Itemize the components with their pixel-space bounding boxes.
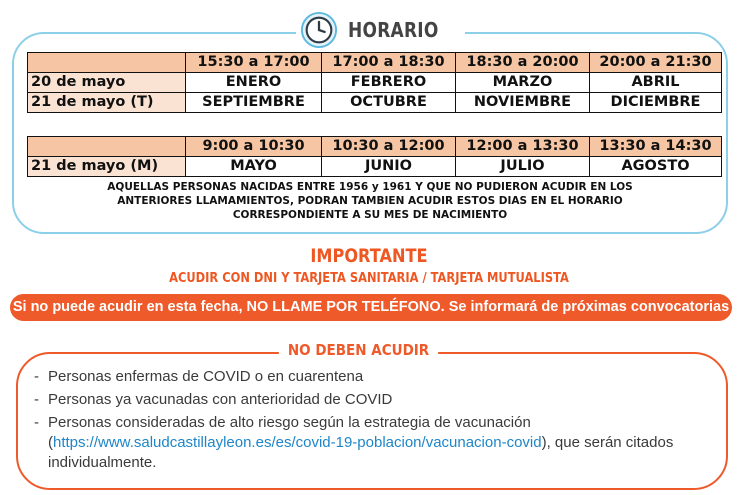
schedule-row [28, 157, 722, 177]
note-line: CORRESPONDIENTE A SU MES DE NACIMIENTO [232, 209, 508, 221]
schedule-table-2 [27, 136, 722, 177]
schedule-header-row [28, 137, 722, 157]
month-cell: DICIEMBRE [590, 93, 722, 113]
month-cell: MARZO [456, 73, 590, 93]
no-acudir-list [34, 367, 704, 476]
schedule-note [40, 180, 700, 222]
blank-cell [28, 137, 186, 157]
month-cell: MAYO [186, 157, 322, 177]
month-cell: AGOSTO [590, 157, 722, 177]
note-line: ANTERIORES LLAMAMIENTOS, PODRAN TAMBIEN ACUDIR ESTOS DIAS EN EL HORARIO [117, 195, 623, 207]
time-slot: 17:00 a 18:30 [322, 53, 456, 73]
list-item-text-main: Personas consideradas de alto riesgo según la estrategia de vacunación [48, 414, 531, 431]
month-cell: NOVIEMBRE [456, 93, 590, 113]
list-item-text [48, 413, 704, 473]
day-cell: 21 de mayo (T) [28, 93, 186, 113]
day-cell: 20 de mayo [28, 73, 186, 93]
important-subtitle: ACUDIR CON DNI Y TARJETA SANITARIA / TARJETA MUTUALISTA [169, 271, 569, 286]
day-cell: 21 de mayo (M) [28, 157, 186, 177]
blank-cell [28, 53, 186, 73]
note-line: AQUELLAS PERSONAS NACIDAS ENTRE 1956 y 1961 Y QUE NO PUDIERON ACUDIR EN LOS [107, 181, 633, 193]
schedule-header-row [28, 53, 722, 73]
time-slot: 15:30 a 17:00 [186, 53, 322, 73]
list-item-text-after: ), que serán citados individualmente. [48, 434, 674, 471]
horario-title: HORARIO [348, 18, 439, 42]
time-slot: 10:30 a 12:00 [322, 137, 456, 157]
schedule-row [28, 93, 722, 113]
time-slot: 20:00 a 21:30 [590, 53, 722, 73]
time-slot: 12:00 a 13:30 [456, 137, 590, 157]
clock-icon [300, 11, 338, 49]
list-dash: - [34, 368, 39, 385]
month-cell: JULIO [456, 157, 590, 177]
vacunacion-link[interactable]: https://www.saludcastillayleon.es/es/covid-19-poblacion/vacunacion-covid [53, 434, 542, 451]
month-cell: ABRIL [590, 73, 722, 93]
time-slot: 13:30 a 14:30 [590, 137, 722, 157]
list-item [34, 367, 704, 387]
month-cell: SEPTIEMBRE [186, 93, 322, 113]
horario-heading [296, 12, 465, 48]
list-item-text: Personas enfermas de COVID o en cuarentena [48, 368, 364, 385]
link-open-paren: ( [48, 434, 53, 451]
list-item-text: Personas ya vacunadas con anterioridad de COVID [48, 391, 393, 408]
time-slot: 9:00 a 10:30 [186, 137, 322, 157]
list-dash: - [34, 391, 39, 408]
schedule-table-1 [27, 52, 722, 113]
important-title: IMPORTANTE [310, 245, 428, 267]
month-cell: OCTUBRE [322, 93, 456, 113]
schedule-row [28, 73, 722, 93]
warning-banner: Si no puede acudir en esta fecha, NO LLAME POR TELÉFONO. Se informará de próximas convocatorias [10, 294, 732, 321]
list-item [34, 390, 704, 410]
time-slot: 18:30 a 20:00 [456, 53, 590, 73]
no-acudir-title: NO DEBEN ACUDIR [279, 341, 438, 359]
list-dash: - [34, 414, 39, 431]
list-item [34, 413, 704, 473]
month-cell: JUNIO [322, 157, 456, 177]
month-cell: FEBRERO [322, 73, 456, 93]
month-cell: ENERO [186, 73, 322, 93]
